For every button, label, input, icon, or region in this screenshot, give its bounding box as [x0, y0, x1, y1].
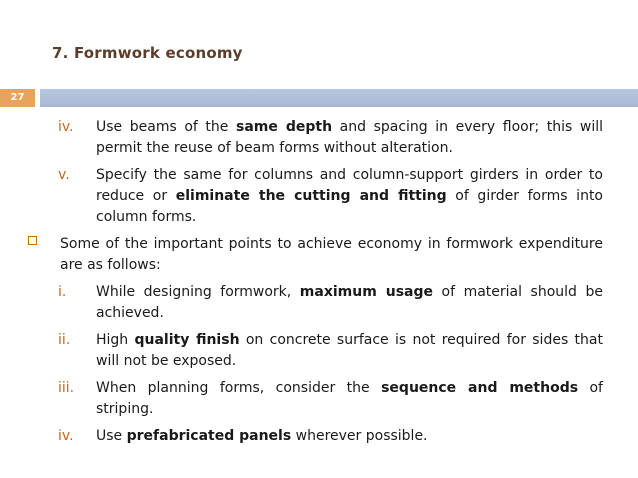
text-run: While designing formwork,	[96, 284, 300, 300]
slide-title: 7. Formwork economy	[52, 44, 243, 62]
list-item-number: ii.	[58, 332, 71, 348]
header-blue-bar	[40, 89, 638, 107]
list-a	[28, 117, 603, 228]
list-item-text	[96, 380, 603, 417]
emphasis-text: sequence and methods	[381, 380, 579, 396]
text-run: and spacing in every floor; this will permit the reuse of beam forms without alteration.	[96, 119, 604, 156]
list-item	[28, 282, 603, 324]
text-run: Use beams of the	[96, 119, 236, 135]
list-item	[28, 117, 603, 159]
text-run: of striping.	[96, 380, 603, 417]
square-bullet-icon	[28, 236, 37, 245]
slide-content	[28, 117, 603, 453]
list-item-number: v.	[58, 167, 70, 183]
text-run: When planning forms, consider the	[96, 380, 382, 396]
bullet-text: Some of the important points to achieve economy in formwork expenditure are as follows:	[60, 236, 603, 273]
list-item-number: i.	[58, 284, 67, 300]
page-number: 27	[0, 89, 35, 107]
list-item-number: iv.	[58, 428, 74, 444]
bullet-item	[28, 234, 603, 276]
text-run: wherever possible.	[291, 428, 428, 444]
list-item-text	[96, 332, 603, 369]
text-run: of material should be achieved.	[96, 284, 603, 321]
emphasis-text: quality finish	[134, 332, 240, 348]
list-item-text	[96, 284, 603, 321]
list-item-number: iv.	[58, 119, 74, 135]
emphasis-text: same depth	[235, 119, 333, 135]
list-item	[28, 330, 603, 372]
text-run: Specify the same for columns and column-support girders in order to reduce or	[96, 167, 603, 204]
emphasis-text: eliminate the cutting and fitting	[175, 188, 447, 204]
emphasis-text: prefabricated panels	[126, 428, 292, 444]
list-item-text	[96, 167, 603, 225]
list-b	[28, 282, 603, 447]
text-run: on concrete surface is not required for sides that will not be exposed.	[96, 332, 603, 369]
list-item-number: iii.	[58, 380, 75, 396]
emphasis-text: maximum usage	[299, 284, 434, 300]
list-item	[28, 165, 603, 228]
header-bar	[0, 89, 638, 107]
list-item-text	[96, 119, 603, 156]
list-item	[28, 426, 603, 447]
list-item	[28, 378, 603, 420]
list-item-text	[96, 428, 428, 444]
text-run: Use	[96, 428, 127, 444]
text-run: High	[96, 332, 135, 348]
text-run: of girder forms into column forms.	[96, 188, 604, 225]
